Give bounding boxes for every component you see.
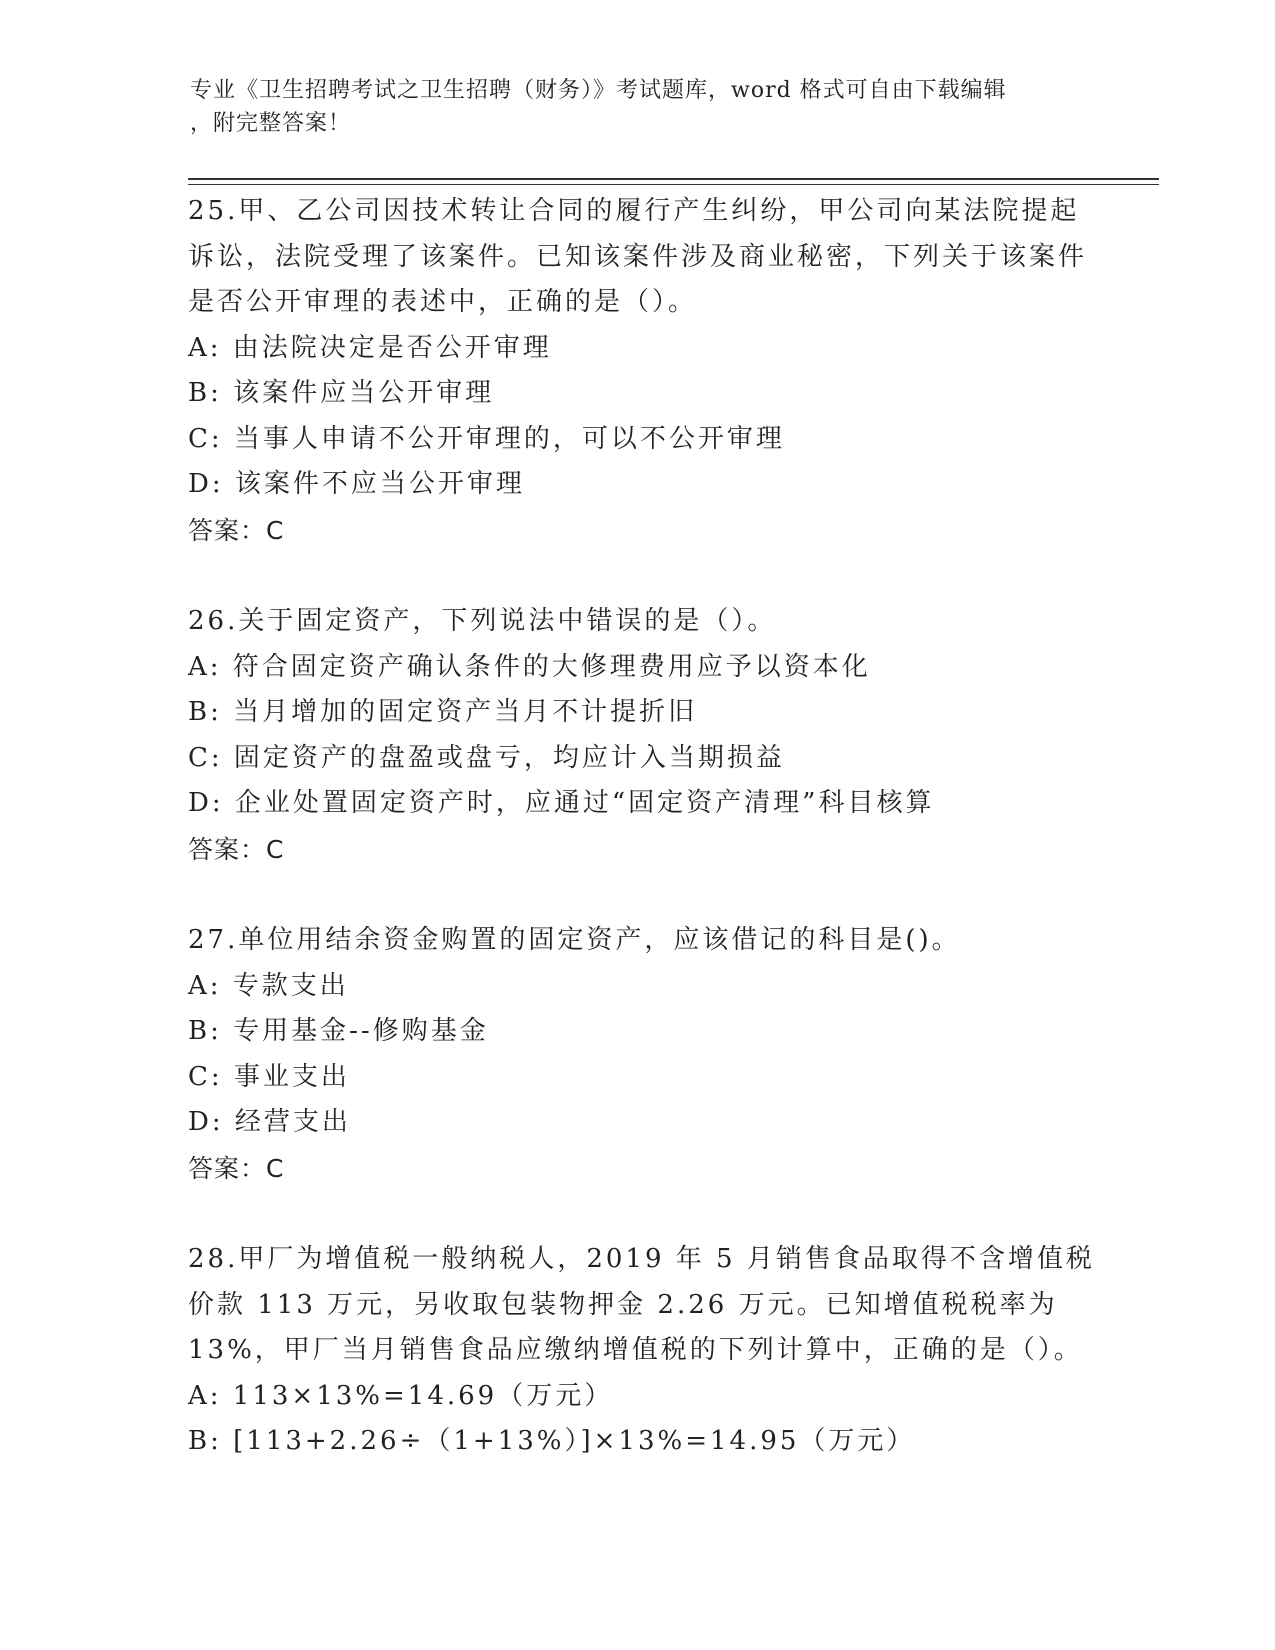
header-line-2: ，附完整答案！ [190, 111, 352, 136]
question-28 [188, 1237, 1108, 1465]
document-header [190, 74, 1090, 140]
question-stem: 26.关于固定资产，下列说法中错误的是（）。 [188, 606, 777, 636]
header-divider-bottom [188, 184, 1159, 185]
question-26 [188, 599, 1108, 872]
option-c: C: 事业支出 [188, 1061, 350, 1092]
option-d: D: 该案件不应当公开审理 [188, 469, 525, 499]
option-b: B: 该案件应当公开审理 [188, 378, 495, 408]
answer-label: 答案：C [188, 834, 285, 864]
option-b: B: 当月增加的固定资产当月不计提折旧 [188, 697, 698, 727]
question-list [188, 189, 1108, 1511]
question-stem: 25.甲、乙公司因技术转让合同的履行产生纠纷，甲公司向某法院提起诉讼，法院受理了该案件。已知该案件涉及商业秘密，下列关于该案件是否公开审理的表述中，正确的是（）。 [188, 196, 1088, 317]
option-b: B: [113+2.26÷（1+13%）]×13%=14.95（万元） [188, 1426, 916, 1456]
question-stem: 27.单位用结余资金购置的固定资产，应该借记的科目是()。 [188, 925, 961, 955]
header-divider-top [188, 178, 1159, 180]
option-a: A: 由法院决定是否公开审理 [188, 332, 552, 363]
question-27 [188, 918, 1108, 1191]
option-c: C: 当事人申请不公开审理的，可以不公开审理 [188, 423, 785, 454]
option-c: C: 固定资产的盘盈或盘亏，均应计入当期损益 [188, 742, 785, 773]
option-d: D: 经营支出 [188, 1107, 351, 1137]
option-d: D: 企业处置固定资产时，应通过“固定资产清理”科目核算 [188, 788, 935, 818]
header-line-1: 专业《卫生招聘考试之卫生招聘（财务）》考试题库，word 格式可自由下载编辑 [190, 78, 1007, 103]
option-a: A: 113×13%=14.69（万元） [188, 1380, 614, 1411]
option-b: B: 专用基金--修购基金 [188, 1016, 489, 1046]
option-a: A: 专款支出 [188, 970, 349, 1001]
answer-label: 答案：C [188, 515, 285, 545]
question-25 [188, 189, 1108, 553]
question-stem: 28.甲厂为增值税一般纳税人，2019 年 5 月销售食品取得不含增值税价款 113 万元，另收取包装物押金 2.26 万元。已知增值税税率为 13%，甲厂当月销售食品应缴纳增值税的下列计算中，正确的是（）。 [188, 1244, 1095, 1365]
option-a: A: 符合固定资产确认条件的大修理费用应予以资本化 [188, 651, 871, 682]
answer-label: 答案：C [188, 1153, 285, 1183]
